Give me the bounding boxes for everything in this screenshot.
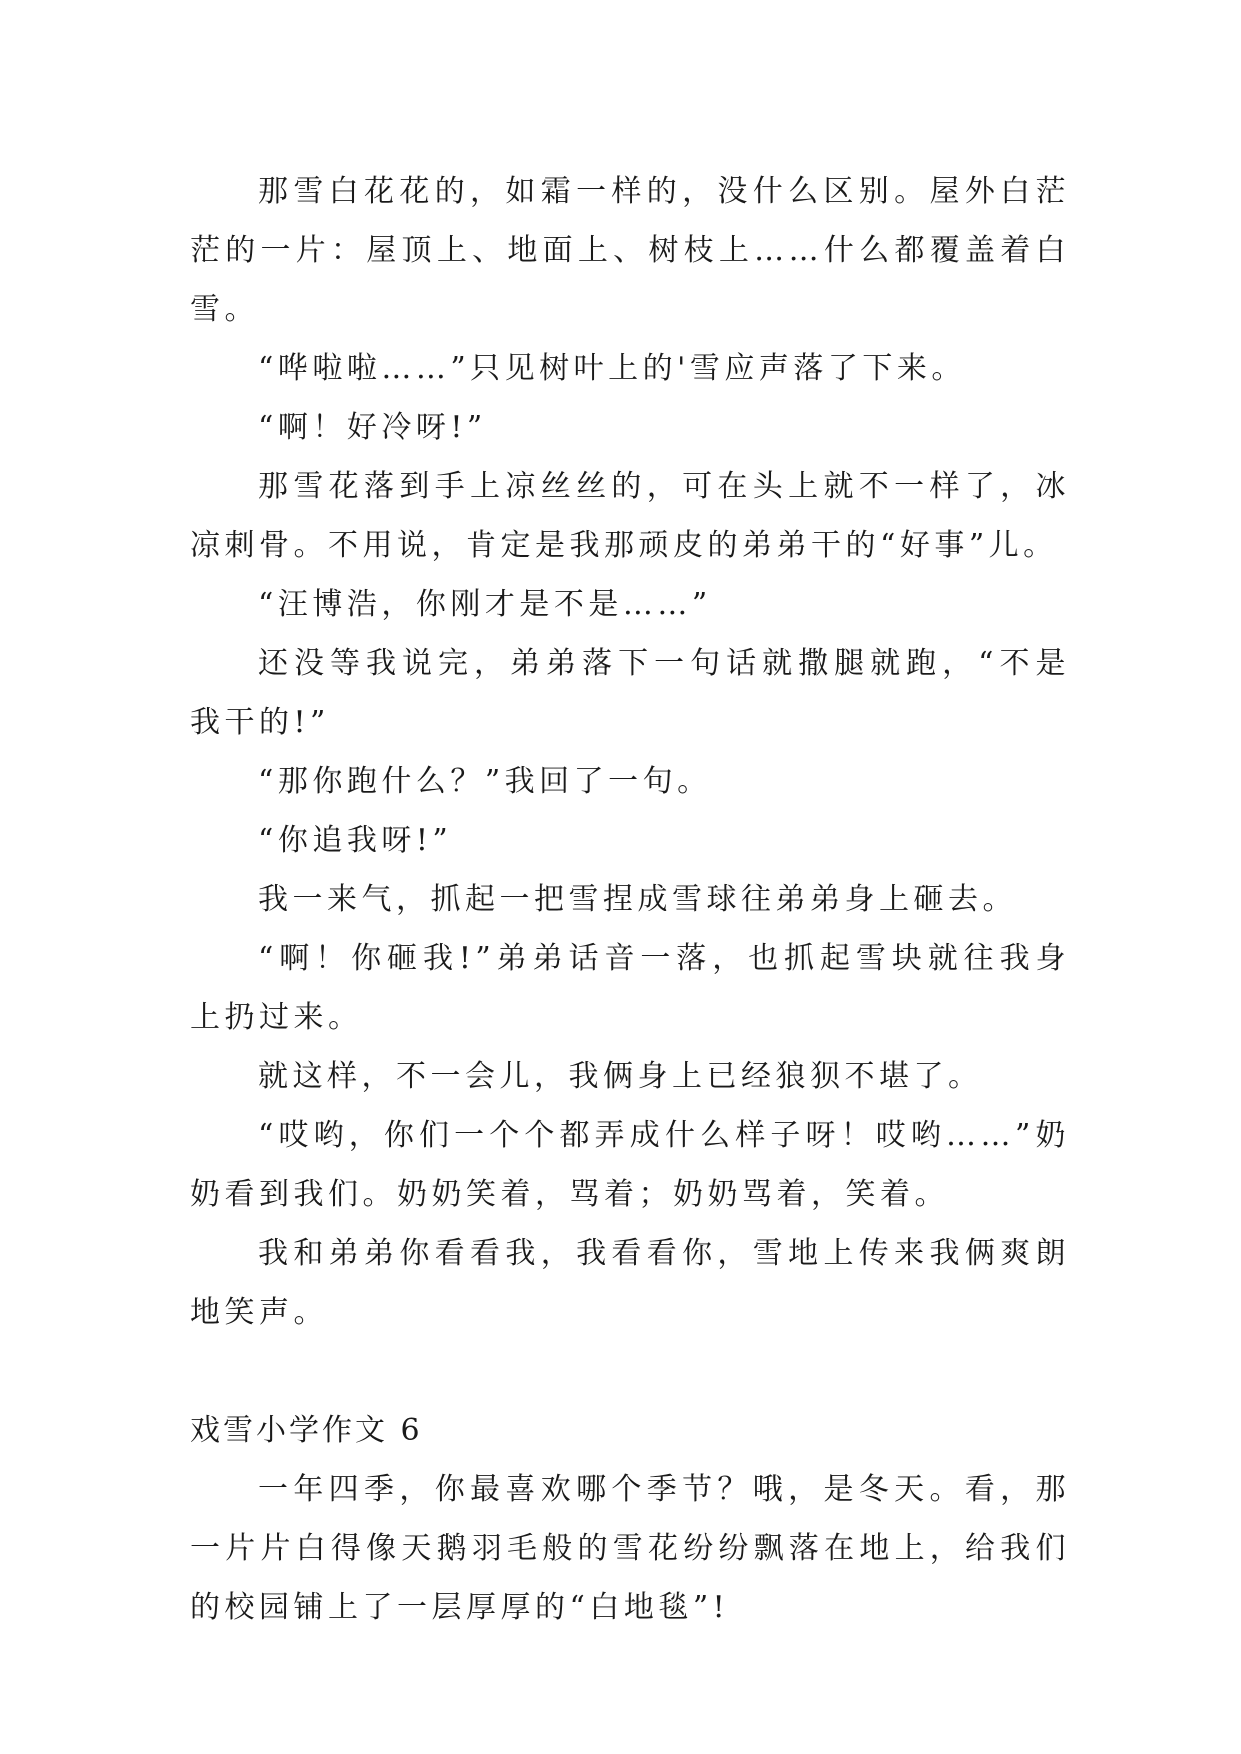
paragraph: “哗啦啦……”只见树叶上的'雪应声落了下来。: [258, 351, 966, 386]
paragraph: 一年四季，你最喜欢哪个季节？哦，是冬天。看，那一片片白得像天鹅羽毛般的雪花纷纷飘落在地上，给我们的校园铺上了一层厚厚的“白地毯”!: [190, 1472, 1070, 1625]
paragraph: “啊！你砸我!”弟弟话音一落，也抓起雪块就往我身上扔过来。: [190, 941, 1070, 1035]
paragraph: 还没等我说完，弟弟落下一句话就撒腿就跑，“不是我干的!”: [190, 646, 1070, 740]
paragraph: “那你跑什么？”我回了一句。: [258, 764, 712, 799]
paragraph: 那雪白花花的，如霜一样的，没什么区别。屋外白茫茫的一片：屋顶上、地面上、树枝上……什么都覆盖着白雪。: [190, 174, 1070, 327]
paragraph: “你追我呀!”: [258, 823, 453, 858]
paragraph: 我一来气，抓起一把雪捏成雪球往弟弟身上砸去。: [258, 882, 1017, 917]
paragraph: “汪博浩，你刚才是不是……”: [258, 587, 712, 622]
paragraph: 那雪花落到手上凉丝丝的，可在头上就不一样了，冰凉刺骨。不用说，肯定是我那顽皮的弟弟干的“好事”儿。: [190, 469, 1070, 563]
paragraph: “哎哟，你们一个个都弄成什么样子呀！哎哟……”奶奶看到我们。奶奶笑着，骂着；奶奶骂着，笑着。: [190, 1118, 1070, 1212]
section-heading: 戏雪小学作文 6: [190, 1413, 423, 1448]
paragraph: “啊！好冷呀!”: [258, 410, 487, 445]
paragraph: 我和弟弟你看看我，我看看你，雪地上传来我俩爽朗地笑声。: [190, 1236, 1070, 1330]
document-body: [190, 162, 1070, 1637]
paragraph: 就这样，不一会儿，我俩身上已经狼狈不堪了。: [258, 1059, 983, 1094]
section-gap: [190, 1342, 1070, 1401]
